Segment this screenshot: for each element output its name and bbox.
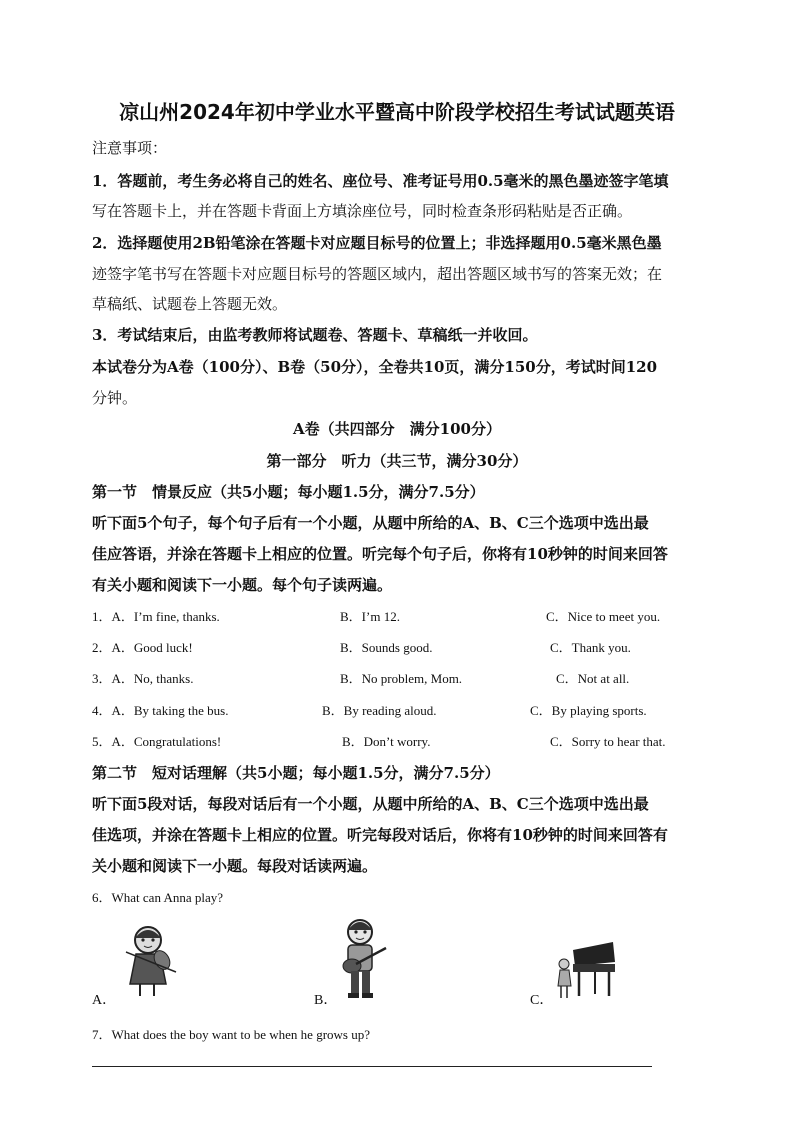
notice-line: 1．答题前，考生务必将自己的姓名、座位号、准考证号用0.5毫米的黑色墨迹签字笔填 (92, 172, 669, 190)
notice-line: 写在答题卡上，并在答题卡背面上方填涂座位号，同时检查条形码粘贴是否正确。 (92, 202, 633, 220)
q4-option-a: 4．A．By taking the bus. (92, 703, 229, 718)
q1-option-c: C．Nice to meet you. (546, 609, 661, 624)
notice-line: 3．考试结束后，由监考教师将试题卷、答题卡、草稿纸一并收回。 (92, 326, 538, 344)
page-title: 凉山州2024年初中学业水平暨高中阶段学校招生考试试题英语 (119, 100, 675, 124)
section1-instruction: 有关小题和阅读下一小题。每个句子读两遍。 (92, 576, 393, 594)
notice-line: 本试卷分为A卷（100分）、B卷（50分），全卷共10页，满分150分，考试时间120 (92, 358, 658, 376)
q5-option-a: 5．A．Congratulations! (92, 734, 222, 749)
section2-instruction: 关小题和阅读下一小题。每段对话读两遍。 (92, 857, 378, 875)
volume-a-heading: A卷（共四部分 满分100分） (293, 420, 501, 438)
q6-label-c: C． (530, 993, 554, 1008)
notice-line: 草稿纸、试题卷上答题无效。 (92, 295, 288, 313)
q2-option-b: B．Sounds good. (340, 640, 433, 655)
boy-guitar-image (334, 916, 390, 1002)
q6-label-a: A． (92, 993, 117, 1008)
section2-heading: 第二节 短对话理解（共5小题；每小题1.5分，满分7.5分） (92, 764, 500, 782)
q3-option-b: B．No problem, Mom. (340, 671, 463, 686)
girl-piano-image (555, 936, 617, 1000)
q5-option-b: B．Don’t worry. (342, 734, 431, 749)
notice-line: 分钟。 (92, 389, 138, 407)
answer-rule (92, 1066, 652, 1067)
q5-option-c: C．Sorry to hear that. (550, 734, 666, 749)
part1-heading: 第一部分 听力（共三节，满分30分） (266, 452, 528, 470)
q2-option-a: 2．A．Good luck! (92, 640, 193, 655)
section1-instruction: 佳应答语，并涂在答题卡上相应的位置。听完每个句子后，你将有10秒钟的时间来回答 (92, 545, 668, 563)
notice-heading: 注意事项： (92, 139, 168, 157)
q6-label-b: B． (314, 993, 338, 1008)
q7-question: 7．What does the boy want to be when he grows up? (92, 1027, 370, 1042)
girl-violin-image (118, 922, 182, 998)
q1-option-a: 1．A．I’m fine, thanks. (92, 609, 220, 624)
section1-heading: 第一节 情景反应（共5小题；每小题1.5分，满分7.5分） (92, 483, 485, 501)
notice-line: 2．选择题使用2B铅笔涂在答题卡对应题目标号的位置上；非选择题用0.5毫米黑色墨 (92, 234, 662, 252)
q4-option-c: C．By playing sports. (530, 703, 647, 718)
q3-option-c: C．Not at all. (556, 671, 630, 686)
section2-instruction: 听下面5段对话，每段对话后有一个小题，从题中所给的A、B、C三个选项中选出最 (92, 795, 649, 813)
section1-instruction: 听下面5个句子，每个句子后有一个小题，从题中所给的A、B、C三个选项中选出最 (92, 514, 649, 532)
q3-option-a: 3．A．No, thanks. (92, 671, 194, 686)
q4-option-b: B．By reading aloud. (322, 703, 437, 718)
q6-question: 6．What can Anna play? (92, 890, 224, 905)
section2-instruction: 佳选项，并涂在答题卡上相应的位置。听完每段对话后，你将有10秒钟的时间来回答有 (92, 826, 668, 844)
notice-line: 迹签字笔书写在答题卡对应题目标号的答题区域内，超出答题区域书写的答案无效；在 (92, 265, 663, 283)
q1-option-b: B．I’m 12. (340, 609, 400, 624)
q2-option-c: C．Thank you. (550, 640, 631, 655)
